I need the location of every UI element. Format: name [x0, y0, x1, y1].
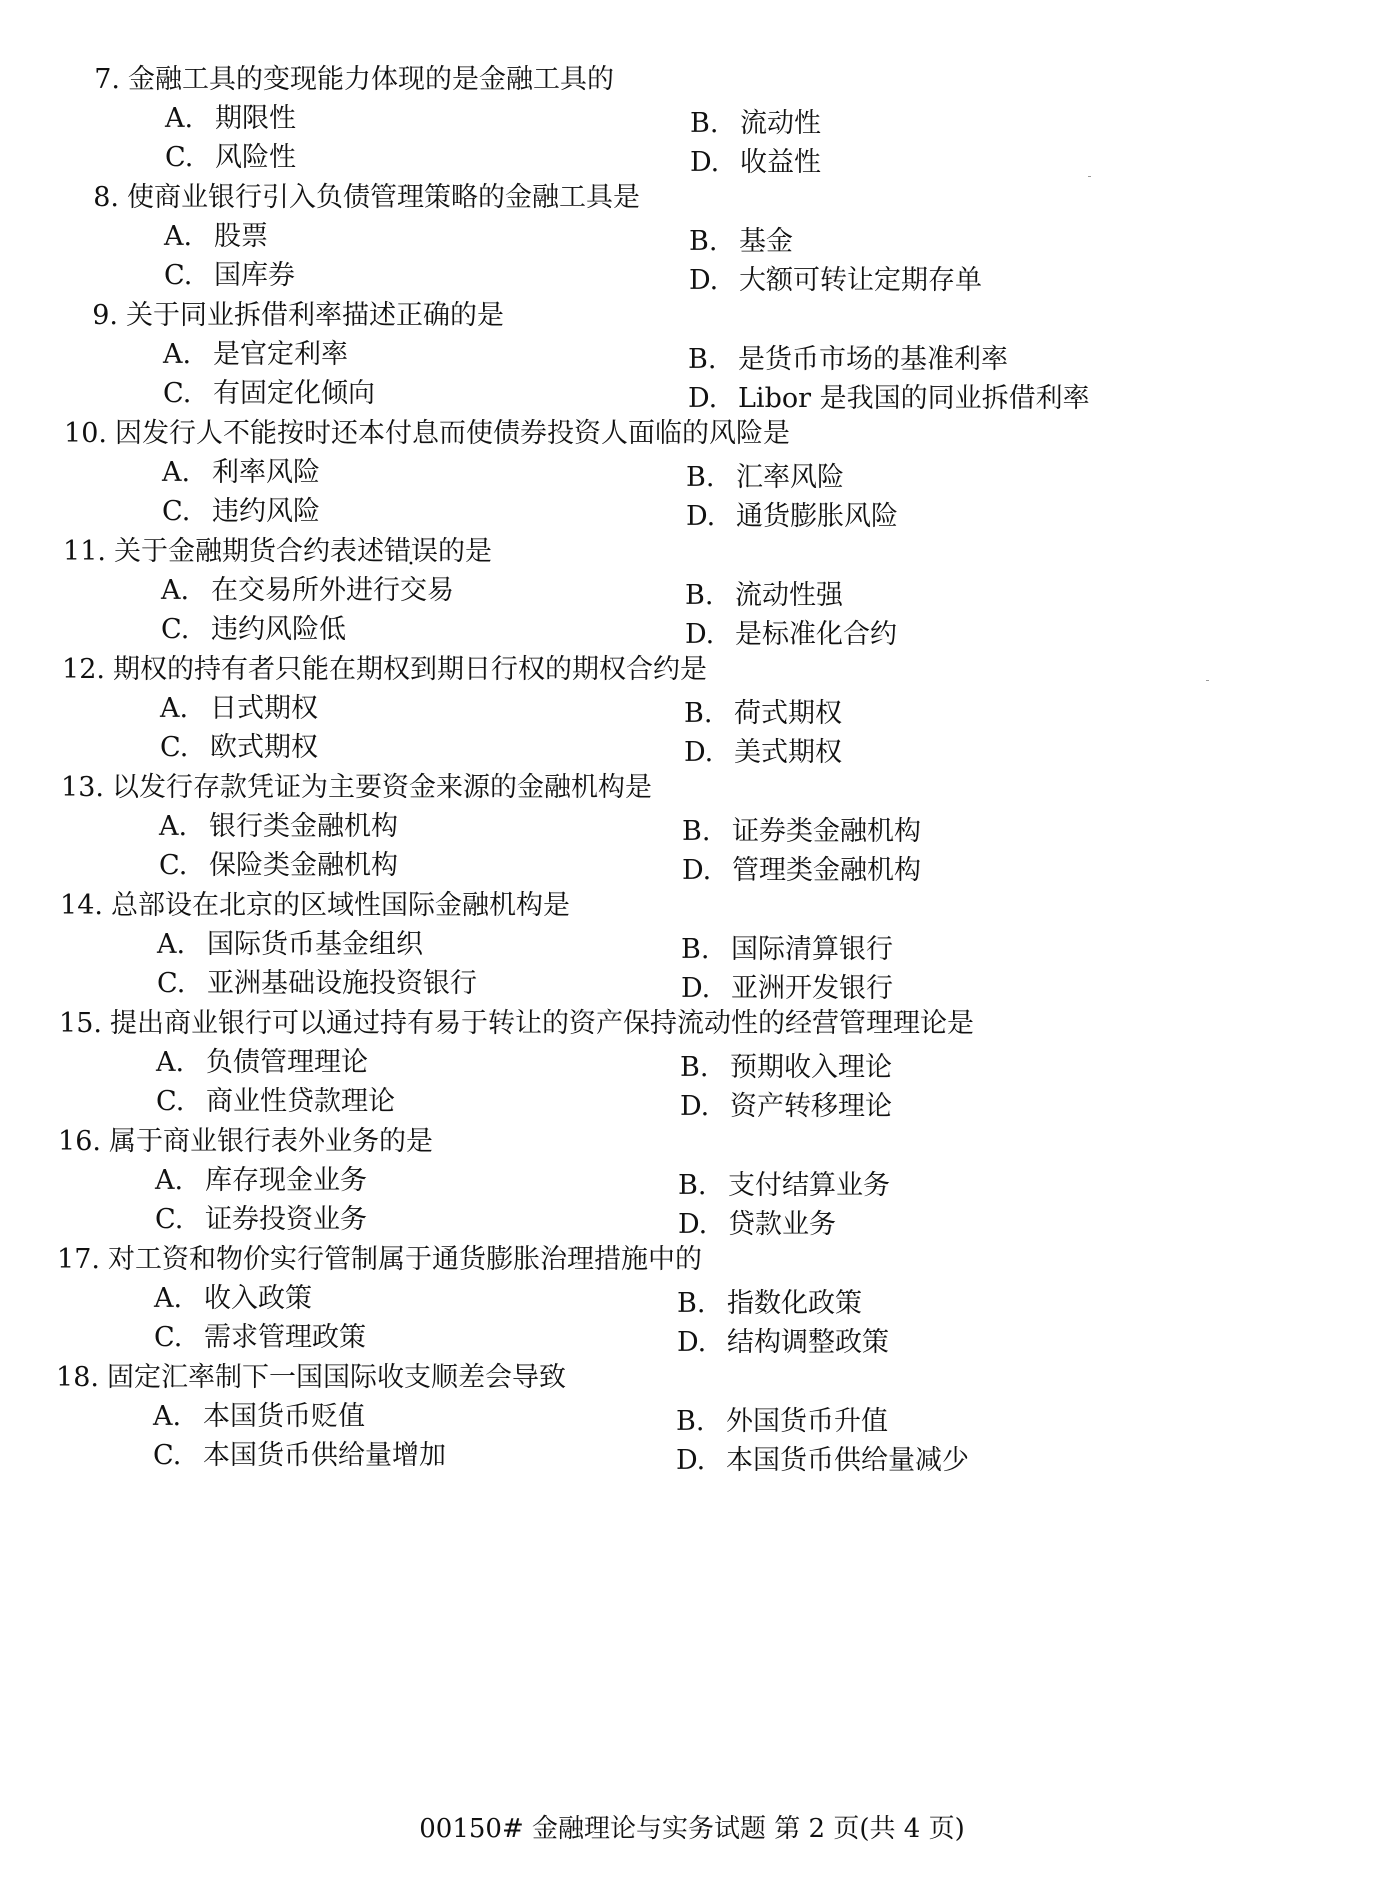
option-text: 本国货币供给量增加 [203, 1440, 446, 1471]
question-stem [49, 1124, 433, 1160]
question-number: 17. [57, 1244, 100, 1275]
scan-speck [1206, 680, 1209, 681]
option-letter: A. [165, 103, 194, 134]
option-c [162, 494, 320, 530]
question-number: 14. [60, 890, 103, 921]
question-text-end: 的是 [438, 536, 492, 567]
option-a [161, 573, 454, 609]
option-d [685, 617, 897, 653]
option-text: 结构调整政策 [727, 1327, 889, 1358]
option-letter: C. [155, 1204, 184, 1235]
option-letter: D. [688, 383, 718, 414]
option-c [154, 1320, 366, 1356]
option-letter: B. [681, 934, 710, 965]
option-text: 通货膨胀风险 [736, 501, 898, 532]
option-b [689, 224, 793, 260]
option-letter: B. [682, 816, 711, 847]
question-text: 对工资和物价实行管制属于通货膨胀治理措施中的 [108, 1244, 702, 1275]
option-b [690, 106, 821, 142]
option-c [165, 140, 296, 176]
option-c [161, 612, 346, 648]
option-b [685, 578, 843, 614]
option-letter: D. [677, 1327, 707, 1358]
option-text: 保险类金融机构 [209, 850, 398, 881]
question-text: 固定汇率制下一国国际收支顺差会导致 [107, 1362, 566, 1393]
question-number: 18. [56, 1362, 99, 1393]
option-letter: C. [162, 496, 191, 527]
option-letter: D. [681, 973, 711, 1004]
question-number: 12. [62, 654, 105, 685]
option-letter: D. [682, 855, 712, 886]
option-b [680, 1050, 892, 1086]
option-a [159, 809, 398, 845]
option-letter: C. [156, 1086, 185, 1117]
option-d [689, 263, 982, 299]
option-letter: B. [684, 698, 713, 729]
option-text: 国库券 [214, 260, 295, 291]
question-number: 15. [59, 1008, 102, 1039]
option-c [155, 1202, 367, 1238]
page-footer: 00150# 金融理论与实务试题 第 2 页(共 4 页) [419, 1814, 965, 1844]
option-b [688, 342, 1008, 378]
option-b [681, 932, 893, 968]
option-letter: B. [688, 344, 717, 375]
option-a [155, 1163, 367, 1199]
option-letter: B. [686, 462, 715, 493]
option-text: 违约风险 [212, 496, 320, 527]
emphasized-word: 错误 [384, 536, 438, 567]
question-text: 关于同业拆借利率描述正确的是 [126, 300, 504, 331]
option-b [684, 696, 842, 732]
question-text: 提出商业银行可以通过持有易于转让的资产保持流动性的经营管理理论是 [110, 1008, 974, 1039]
option-c [163, 376, 375, 412]
option-letter: B. [677, 1288, 706, 1319]
option-text: 有固定化倾向 [213, 378, 375, 409]
option-letter: D. [684, 737, 714, 768]
option-text: 预期收入理论 [730, 1052, 892, 1083]
option-letter: C. [154, 1322, 183, 1353]
question-number: 13. [61, 772, 104, 803]
option-letter: D. [690, 147, 720, 178]
option-a [165, 101, 296, 137]
question-text: 期权的持有者只能在期权到期日行权的期权合约是 [113, 654, 707, 685]
option-d [676, 1443, 969, 1479]
option-d [678, 1207, 836, 1243]
option-d [681, 971, 893, 1007]
option-d [680, 1089, 892, 1125]
option-d [682, 853, 921, 889]
question-stem [67, 180, 640, 216]
option-text: 是货币市场的基准利率 [738, 344, 1008, 375]
option-letter: C. [161, 614, 190, 645]
option-letter: B. [685, 580, 714, 611]
option-d [690, 145, 821, 181]
option-letter: A. [163, 339, 192, 370]
option-letter: A. [157, 929, 186, 960]
option-text: 负债管理理论 [206, 1047, 368, 1078]
option-a [157, 927, 423, 963]
option-text: 在交易所外进行交易 [211, 575, 454, 606]
option-a [164, 219, 268, 255]
option-c [157, 966, 477, 1002]
option-letter: C. [165, 142, 194, 173]
option-letter: C. [159, 850, 188, 881]
option-letter: A. [159, 811, 188, 842]
option-b [677, 1286, 862, 1322]
option-b [682, 814, 921, 850]
question-stem [48, 1242, 702, 1278]
option-letter: A. [153, 1401, 182, 1432]
option-text: 本国货币贬值 [203, 1401, 365, 1432]
question-text: 属于商业银行表外业务的是 [109, 1126, 433, 1157]
option-text: 风险性 [215, 142, 296, 173]
option-text: 基金 [739, 226, 793, 257]
option-text: 贷款业务 [728, 1209, 836, 1240]
question-text: 以发行存款凭证为主要资金来源的金融机构是 [112, 772, 652, 803]
question-stem [53, 652, 707, 688]
option-letter: A. [162, 457, 191, 488]
option-text: 外国货币升值 [726, 1406, 888, 1437]
option-c [160, 730, 318, 766]
question-text: 关于金融期货合约表述 [114, 536, 384, 567]
option-letter: C. [153, 1440, 182, 1471]
option-b [678, 1168, 890, 1204]
option-text: 日式期权 [210, 693, 318, 724]
option-text: 国际货币基金组织 [207, 929, 423, 960]
option-letter: B. [678, 1170, 707, 1201]
option-text: 本国货币供给量减少 [726, 1445, 969, 1476]
question-number: 11. [63, 536, 106, 567]
option-text: 国际清算银行 [731, 934, 893, 965]
option-c [156, 1084, 395, 1120]
question-stem [55, 416, 790, 452]
option-text: 需求管理政策 [204, 1322, 366, 1353]
question-text: 总部设在北京的区域性国际金融机构是 [111, 890, 570, 921]
option-letter: A. [160, 693, 189, 724]
option-text: 期限性 [215, 103, 296, 134]
question-text: 使商业银行引入负债管理策略的金融工具是 [127, 182, 640, 213]
option-a [153, 1399, 365, 1435]
option-b [686, 460, 844, 496]
option-text: Libor 是我国的同业拆借利率 [738, 383, 1090, 414]
option-text: 亚洲开发银行 [731, 973, 893, 1004]
question-stem [68, 62, 614, 98]
question-text: 金融工具的变现能力体现的是金融工具的 [128, 64, 614, 95]
question-number: 9. [92, 300, 118, 331]
option-text: 证券投资业务 [205, 1204, 367, 1235]
option-letter: A. [161, 575, 190, 606]
option-letter: C. [157, 968, 186, 999]
option-text: 证券类金融机构 [732, 816, 921, 847]
option-letter: B. [680, 1052, 709, 1083]
question-stem [47, 1360, 566, 1396]
option-text: 收入政策 [204, 1283, 312, 1314]
option-letter: D. [689, 265, 719, 296]
option-letter: D. [680, 1091, 710, 1122]
option-text: 管理类金融机构 [732, 855, 921, 886]
question-number: 16. [58, 1126, 101, 1157]
option-a [160, 691, 318, 727]
question-stem [50, 1006, 974, 1042]
option-text: 商业性贷款理论 [206, 1086, 395, 1117]
option-text: 资产转移理论 [730, 1091, 892, 1122]
question-number: 8. [93, 182, 119, 213]
option-text: 荷式期权 [734, 698, 842, 729]
option-text: 大额可转让定期存单 [739, 265, 982, 296]
option-c [153, 1438, 446, 1474]
option-a [162, 455, 320, 491]
option-a [156, 1045, 368, 1081]
option-c [159, 848, 398, 884]
option-text: 股票 [214, 221, 268, 252]
option-letter: D. [676, 1445, 706, 1476]
option-text: 流动性 [740, 108, 821, 139]
question-stem [54, 534, 492, 570]
option-text: 流动性强 [735, 580, 843, 611]
option-text: 收益性 [740, 147, 821, 178]
question-18 [0, 1360, 1384, 1501]
option-letter: C. [164, 260, 193, 291]
option-text: 汇率风险 [736, 462, 844, 493]
option-d [677, 1325, 889, 1361]
option-text: 是标准化合约 [735, 619, 897, 650]
option-c [164, 258, 295, 294]
option-text: 美式期权 [734, 737, 842, 768]
question-number: 7. [94, 64, 120, 95]
option-text: 银行类金融机构 [209, 811, 398, 842]
option-letter: B. [689, 226, 718, 257]
scan-speck [1088, 176, 1091, 177]
option-text: 利率风险 [212, 457, 320, 488]
option-d [686, 499, 898, 535]
option-letter: B. [676, 1406, 705, 1437]
option-text: 是官定利率 [213, 339, 348, 370]
option-letter: B. [690, 108, 719, 139]
option-letter: D. [686, 501, 716, 532]
option-letter: A. [155, 1165, 184, 1196]
option-letter: D. [685, 619, 715, 650]
option-a [163, 337, 348, 373]
question-number: 10. [64, 418, 107, 449]
option-text: 指数化政策 [727, 1288, 862, 1319]
option-text: 违约风险低 [211, 614, 346, 645]
option-b [676, 1404, 888, 1440]
option-letter: A. [164, 221, 193, 252]
option-a [154, 1281, 312, 1317]
option-d [688, 381, 1090, 417]
option-text: 库存现金业务 [205, 1165, 367, 1196]
option-letter: C. [160, 732, 189, 763]
option-letter: C. [163, 378, 192, 409]
option-d [684, 735, 842, 771]
question-text: 因发行人不能按时还本付息而使债券投资人面临的风险是 [115, 418, 790, 449]
option-text: 欧式期权 [210, 732, 318, 763]
option-letter: A. [156, 1047, 185, 1078]
option-text: 亚洲基础设施投资银行 [207, 968, 477, 999]
question-stem [52, 770, 652, 806]
question-stem [66, 298, 504, 334]
option-letter: D. [678, 1209, 708, 1240]
option-letter: A. [154, 1283, 183, 1314]
question-stem [51, 888, 570, 924]
option-text: 支付结算业务 [728, 1170, 890, 1201]
